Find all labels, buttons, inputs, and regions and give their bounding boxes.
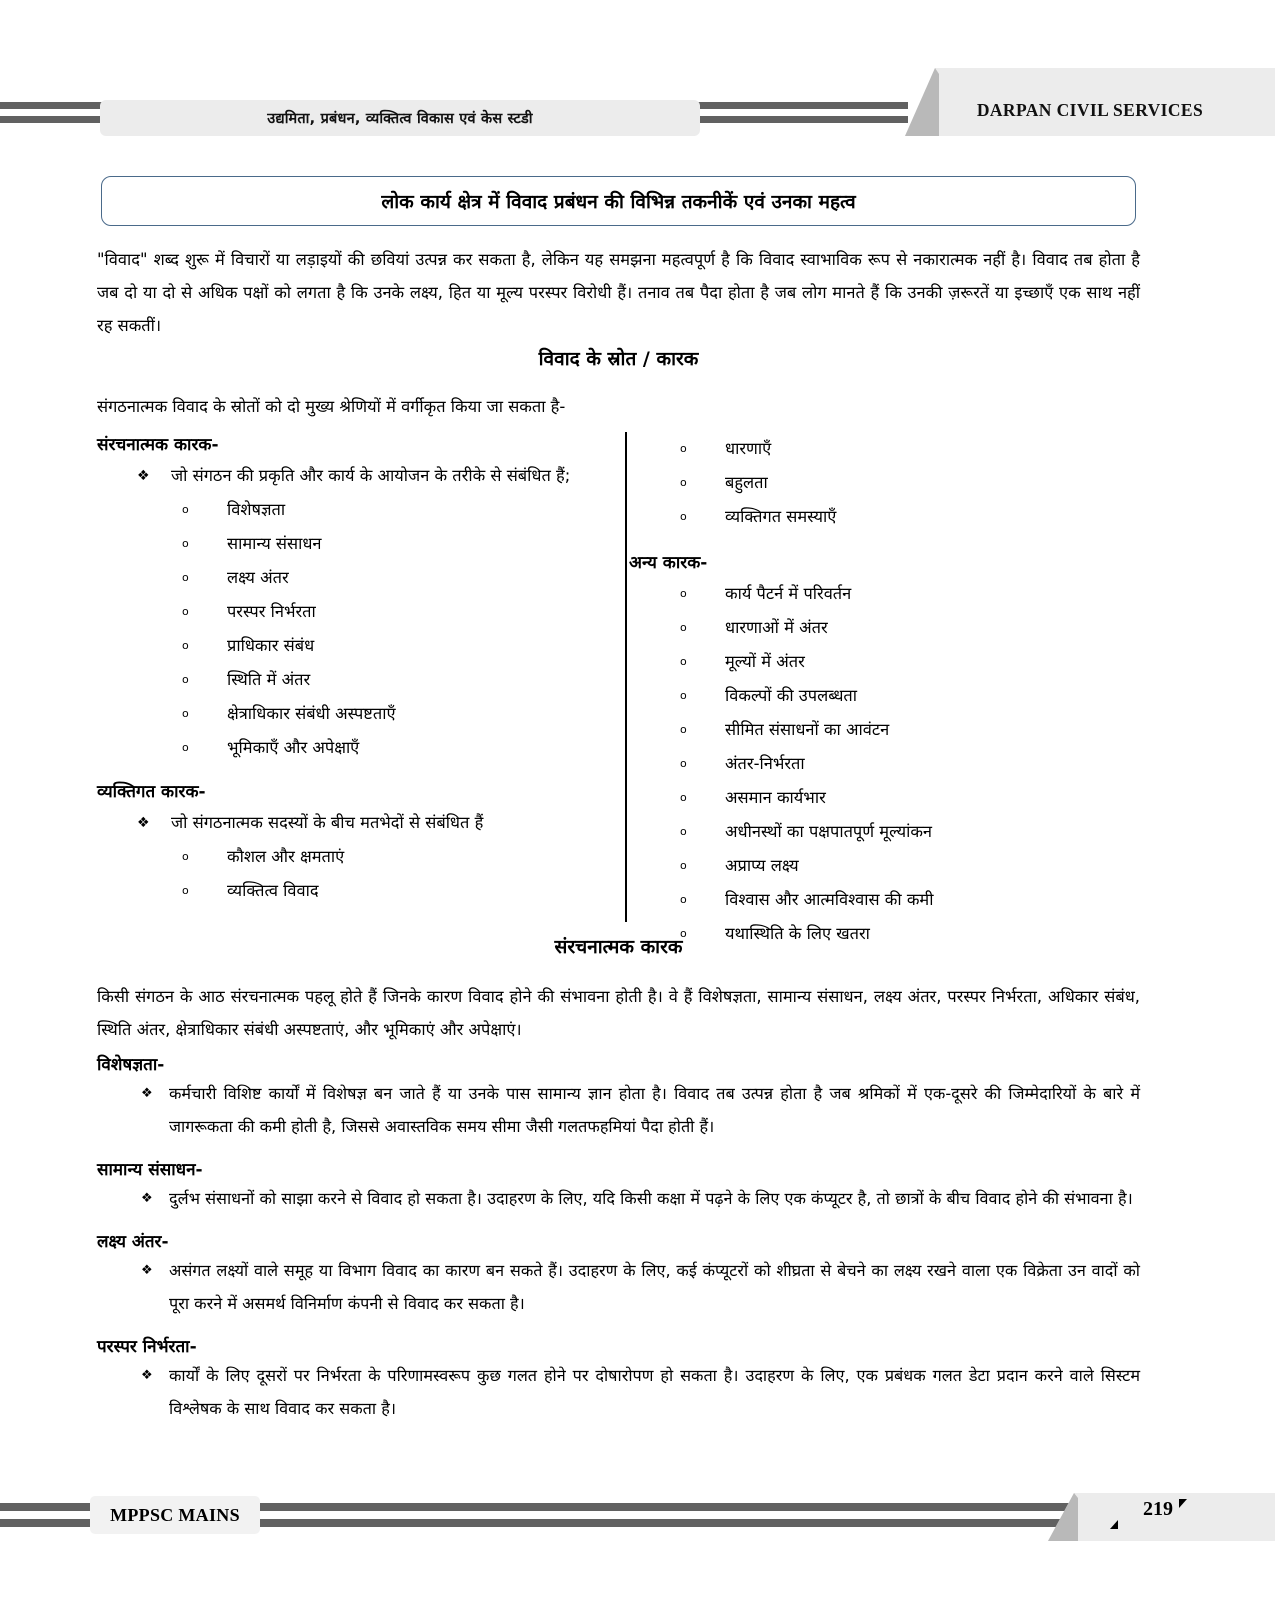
- circle-bullet-icon: o: [182, 537, 189, 550]
- structural-lead-text: जो संगठन की प्रकृति और कार्य के आयोजन के तरीके से संबंधित हैं;: [171, 466, 571, 485]
- list-item: [642, 713, 1140, 747]
- circle-bullet-icon: o: [182, 850, 189, 863]
- circle-bullet-icon: o: [182, 571, 189, 584]
- sources-heading-block: [97, 345, 1140, 371]
- list-item-label: सामान्य संसाधन: [227, 534, 322, 553]
- list-item: [97, 595, 607, 629]
- list-item-label: परस्पर निर्भरता: [227, 602, 316, 621]
- circle-bullet-icon: o: [680, 859, 687, 872]
- personal-lead-row: [97, 806, 607, 840]
- subsection-bullet-row: [97, 1254, 1140, 1320]
- header-rule-top-mid: [680, 102, 908, 109]
- subsection-heading: लक्ष्य अंतर-: [97, 1232, 169, 1252]
- circle-bullet-icon: o: [182, 673, 189, 686]
- circle-bullet-icon: o: [680, 587, 687, 600]
- chapter-title-box: [101, 176, 1136, 226]
- list-item: [97, 840, 607, 874]
- list-item-label: धारणाओं में अंतर: [725, 618, 828, 637]
- subsection-bullet-row: [97, 1359, 1140, 1425]
- personal-items-list: [97, 840, 607, 908]
- list-item: [642, 849, 1140, 883]
- list-item-label: यथास्थिति के लिए खतरा: [725, 924, 870, 943]
- list-item: [97, 663, 607, 697]
- list-item-label: विकल्पों की उपलब्धता: [725, 686, 858, 705]
- sources-lead: संगठनात्मक विवाद के स्रोतों को दो मुख्य श्रेणियों में वर्गीकृत किया जा सकता है-: [97, 397, 566, 416]
- list-item-label: धारणाएँ: [725, 439, 772, 458]
- list-item-label: विशेषज्ञता: [227, 500, 286, 519]
- subsection-interdependence: [97, 1334, 1140, 1425]
- list-item-label: लक्ष्य अंतर: [227, 568, 289, 587]
- page-number-triangle-left-icon: [1110, 1520, 1118, 1529]
- footer-page-fold: [1048, 1493, 1078, 1541]
- intro-paragraph: "विवाद" शब्द शुरू में विचारों या लड़ाइयों की छवियां उत्पन्न कर सकता है, लेकिन यह समझना महत्वपूर्ण है कि विवाद स्वाभाविक रूप से नकारात्मक नहीं है। विवाद तब होता है जब दो या दो से अधिक पक्षों को लगता है कि उनके लक्ष्य, हित या मूल्य परस्पर विरोधी हैं। तनाव तब पैदा होता है जब लोग मानते हैं कि उनकी ज़रूरतें या इच्छाएँ एक साथ नहीं रह सकतीं।: [97, 250, 1140, 335]
- list-item-label: व्यक्तिगत समस्याएँ: [725, 507, 837, 526]
- structural-subsections: [97, 1052, 1140, 1425]
- list-item-label: मूल्यों में अंतर: [725, 652, 805, 671]
- list-item: [642, 500, 1140, 534]
- subsection-common-resources: [97, 1157, 1140, 1215]
- subsection-body: कार्यों के लिए दूसरों पर निर्भरता के परिणामस्वरूप कुछ गलत होने पर दोषारोपण हो सकता है। उदाहरण के लिए, एक प्रबंधक गलत डेटा प्रदान करने वाले सिस्टम विश्लेषक के साथ विवाद कर सकता है।: [169, 1366, 1140, 1418]
- header-rule-bottom-left: [0, 116, 108, 123]
- list-item: [642, 781, 1140, 815]
- list-item-label: व्यक्तित्व विवाद: [227, 881, 319, 900]
- list-item: [642, 432, 1140, 466]
- circle-bullet-icon: o: [680, 791, 687, 804]
- circle-bullet-icon: o: [680, 655, 687, 668]
- structural-items-list: [97, 493, 607, 765]
- list-item: [642, 466, 1140, 500]
- subsection-heading: परस्पर निर्भरता-: [97, 1337, 197, 1357]
- list-item: [97, 731, 607, 765]
- list-item-label: कार्य पैटर्न में परिवर्तन: [725, 584, 852, 603]
- list-item-label: अप्राप्य लक्ष्य: [725, 856, 799, 875]
- list-item: [642, 679, 1140, 713]
- structural-section-paragraph: किसी संगठन के आठ संरचनात्मक पहलू होते हैं जिनके कारण विवाद होने की संभावना होती है। वे हैं विशेषज्ञता, सामान्य संसाधन, लक्ष्य अंतर, परस्पर निर्भरता, अधिकार संबंध, स्थिति अंतर, क्षेत्राधिकार संबंधी अस्पष्टताएं, और भूमिकाएं और अपेक्षाएं।: [97, 987, 1140, 1039]
- list-item: [642, 645, 1140, 679]
- list-item: [97, 493, 607, 527]
- subsection-body: दुर्लभ संसाधनों को साझा करने से विवाद हो सकता है। उदाहरण के लिए, यदि किसी कक्षा में पढ़ने के लिए एक कंप्यूटर है, तो छात्रों के बीच विवाद होने की संभावना है।: [169, 1189, 1133, 1208]
- structural-section-heading: संरचनात्मक कारक: [554, 936, 683, 958]
- sources-heading: विवाद के स्रोत / कारक: [538, 348, 699, 370]
- sources-right-column: [629, 432, 1140, 951]
- sources-two-column-region: [97, 432, 1140, 943]
- personal-factors-heading: व्यक्तिगत कारक-: [97, 782, 206, 802]
- list-item: [97, 527, 607, 561]
- circle-bullet-icon: o: [182, 884, 189, 897]
- list-item: [642, 883, 1140, 917]
- page-footer: [0, 1493, 1275, 1553]
- list-item-label: अधीनस्थों का पक्षपातपूर्ण मूल्यांकन: [725, 822, 933, 841]
- right-top-items-list: [642, 432, 1140, 534]
- sources-lead-block: [97, 390, 1140, 423]
- circle-bullet-icon: o: [680, 621, 687, 634]
- list-item: [97, 874, 607, 908]
- list-item-label: क्षेत्राधिकार संबंधी अस्पष्टताएँ: [227, 704, 396, 723]
- list-item: [642, 815, 1140, 849]
- structural-factors-heading: संरचनात्मक कारक-: [97, 435, 219, 455]
- circle-bullet-icon: o: [680, 893, 687, 906]
- list-item: [642, 611, 1140, 645]
- circle-bullet-icon: o: [182, 639, 189, 652]
- list-item: [97, 561, 607, 595]
- page-number: 219: [1143, 1498, 1173, 1520]
- subsection-heading: विशेषज्ञता-: [97, 1055, 165, 1075]
- circle-bullet-icon: o: [182, 741, 189, 754]
- subsection-specialization: [97, 1052, 1140, 1143]
- circle-bullet-icon: o: [680, 689, 687, 702]
- header-book-title: उद्यमिता, प्रबंधन, व्यक्तित्व विकास एवं केस स्टडी: [267, 111, 533, 127]
- header-title-pill: [100, 100, 700, 136]
- sources-left-column: [97, 432, 607, 908]
- structural-section-paragraph-block: [97, 980, 1140, 1046]
- subsection-body: कर्मचारी विशिष्ट कार्यों में विशेषज्ञ बन जाते हैं या उनके पास सामान्य ज्ञान होता है। विवाद तब उत्पन्न होता है जब श्रमिकों में एक-दूसरे की जिम्मेदारियों के बारे में जागरूकता की कमी होती है, जिससे अवास्तविक समय सीमा जैसी गलतफहमियां पैदा होती हैं।: [169, 1084, 1140, 1136]
- subsection-bullet-row: [97, 1182, 1140, 1215]
- list-item-label: बहुलता: [725, 473, 768, 492]
- subsection-bullet-row: [97, 1077, 1140, 1143]
- header-rule-top-left: [0, 102, 108, 109]
- list-item-label: स्थिति में अंतर: [227, 670, 311, 689]
- footer-exam-pill: [90, 1496, 260, 1534]
- subsection-body: असंगत लक्ष्यों वाले समूह या विभाग विवाद का कारण बन सकते हैं। उदाहरण के लिए, कई कंप्यूटरों को शीघ्रता से बेचने का लक्ष्य रखने वाला एक विक्रेता उन वादों को पूरा करने में असमर्थ विनिर्माण कंपनी से विवाद कर सकता है।: [169, 1261, 1140, 1313]
- diamond-bullet-icon: ❖: [141, 1191, 153, 1206]
- circle-bullet-icon: o: [182, 605, 189, 618]
- other-factors-items-list: [642, 577, 1140, 951]
- list-item: [97, 697, 607, 731]
- diamond-bullet-icon: ❖: [141, 1086, 153, 1101]
- subsection-heading: सामान्य संसाधन-: [97, 1160, 203, 1180]
- circle-bullet-icon: o: [680, 510, 687, 523]
- circle-bullet-icon: o: [680, 757, 687, 770]
- list-item-label: प्राधिकार संबंध: [227, 636, 315, 655]
- list-item-label: अंतर-निर्भरता: [725, 754, 805, 773]
- page-number-triangle-right-icon: [1179, 1499, 1187, 1508]
- subsection-goal-difference: [97, 1229, 1140, 1320]
- diamond-bullet-icon: ❖: [141, 1368, 153, 1383]
- structural-lead-row: [97, 459, 607, 493]
- other-factors-heading: अन्य कारक-: [629, 553, 708, 573]
- circle-bullet-icon: o: [182, 503, 189, 516]
- circle-bullet-icon: o: [182, 707, 189, 720]
- list-item: [642, 577, 1140, 611]
- structural-section-heading-block: [97, 933, 1140, 959]
- circle-bullet-icon: o: [680, 825, 687, 838]
- personal-lead-text: जो संगठनात्मक सदस्यों के बीच मतभेदों से संबंधित हैं: [171, 813, 484, 832]
- list-item-label: भूमिकाएँ और अपेक्षाएँ: [227, 738, 360, 757]
- circle-bullet-icon: o: [680, 476, 687, 489]
- circle-bullet-icon: o: [680, 927, 687, 940]
- list-item-label: विश्वास और आत्मविश्वास की कमी: [725, 890, 934, 909]
- diamond-bullet-icon: ❖: [137, 815, 150, 831]
- column-divider: [625, 432, 627, 922]
- list-item: [642, 747, 1140, 781]
- header-rule-bottom-mid: [680, 116, 908, 123]
- diamond-bullet-icon: ❖: [137, 468, 150, 484]
- list-item-label: असमान कार्यभार: [725, 788, 826, 807]
- list-item: [97, 629, 607, 663]
- list-item-label: सीमित संसाधनों का आवंटन: [725, 720, 890, 739]
- list-item-label: कौशल और क्षमताएं: [227, 847, 345, 866]
- footer-exam-label: MPPSC MAINS: [110, 1504, 240, 1525]
- intro-block: [97, 243, 1140, 342]
- chapter-title: लोक कार्य क्षेत्र में विवाद प्रबंधन की विभिन्न तकनीकें एवं उनका महत्व: [381, 191, 856, 213]
- header-brand-label: DARPAN CIVIL SERVICES: [976, 100, 1204, 120]
- circle-bullet-icon: o: [680, 723, 687, 736]
- circle-bullet-icon: o: [680, 442, 687, 455]
- diamond-bullet-icon: ❖: [141, 1263, 153, 1278]
